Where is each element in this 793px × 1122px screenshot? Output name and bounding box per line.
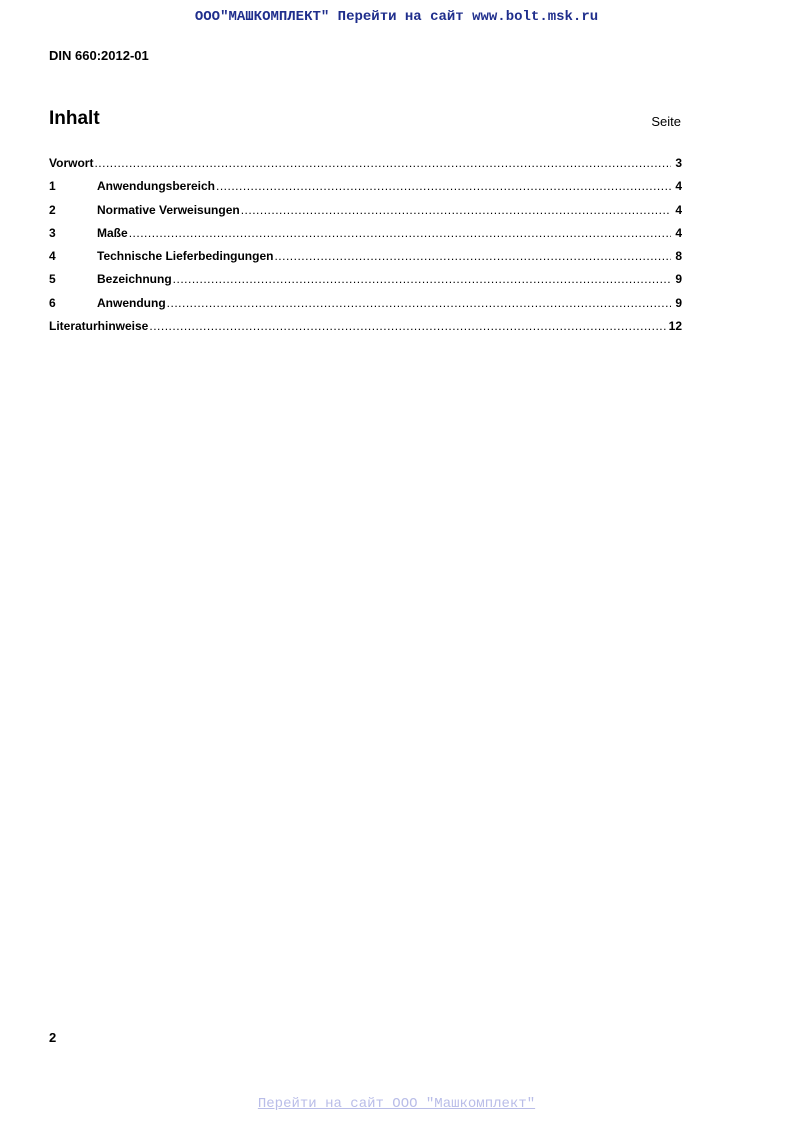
toc-leader-dots <box>129 226 671 240</box>
toc-entry-number: 4 <box>49 249 56 264</box>
toc-entry-label: Maße <box>97 225 128 240</box>
toc-entry-literaturhinweise[interactable] <box>49 319 682 342</box>
page-column-label: Seite <box>651 114 681 129</box>
toc-leader-dots <box>167 296 671 310</box>
toc-entry-label: Vorwort <box>49 156 94 170</box>
toc-entry-page: 12 <box>668 319 682 334</box>
toc-leader-dots <box>274 249 671 263</box>
document-id: DIN 660:2012-01 <box>49 48 149 63</box>
toc-leader-dots <box>216 179 671 193</box>
toc-entry-masse[interactable] <box>49 226 682 249</box>
toc-entry-bezeichnung[interactable] <box>49 272 682 295</box>
toc-entry-vorwort[interactable] <box>49 156 682 179</box>
toc-entry-page: 8 <box>675 249 682 264</box>
toc-entry-label: Technische Lieferbedingungen <box>97 249 274 264</box>
toc-entry-page: 9 <box>675 272 682 287</box>
toc-entry-page: 9 <box>675 295 682 310</box>
toc-entry-number: 1 <box>49 179 56 194</box>
toc-title: Inhalt <box>49 108 100 129</box>
toc-entry-page: 3 <box>675 156 682 170</box>
toc-leader-dots <box>94 156 671 170</box>
toc-entry-number: 2 <box>49 202 56 217</box>
toc-entry-number: 3 <box>49 225 56 240</box>
table-of-contents <box>49 156 682 342</box>
toc-entry-label: Anwendungsbereich <box>97 179 216 194</box>
toc-entry-number: 6 <box>49 295 56 310</box>
footer-site-link[interactable]: Перейти на сайт ООО "Машкомплект" <box>257 1096 536 1112</box>
toc-entry-normative-verweisungen[interactable] <box>49 203 682 226</box>
page-number: 2 <box>49 1030 57 1045</box>
toc-entry-label: Bezeichnung <box>97 272 172 287</box>
toc-entry-page: 4 <box>675 225 682 240</box>
toc-entry-anwendung[interactable] <box>49 296 682 319</box>
toc-leader-dots <box>149 319 667 333</box>
toc-leader-dots <box>241 203 671 217</box>
toc-entry-number: 5 <box>49 272 56 287</box>
toc-entry-label: Normative Verweisungen <box>97 202 240 217</box>
toc-entry-label: Anwendung <box>97 295 166 310</box>
toc-entry-anwendungsbereich[interactable] <box>49 179 682 202</box>
toc-entry-page: 4 <box>675 202 682 217</box>
site-banner-link[interactable]: ООО"МАШКОМПЛЕКТ" Перейти на сайт www.bolt.msk.ru <box>194 9 599 25</box>
toc-entry-label: Literaturhinweise <box>49 319 149 334</box>
toc-entry-technische-lieferbedingungen[interactable] <box>49 249 682 272</box>
toc-entry-page: 4 <box>675 179 682 194</box>
toc-leader-dots <box>173 272 671 286</box>
